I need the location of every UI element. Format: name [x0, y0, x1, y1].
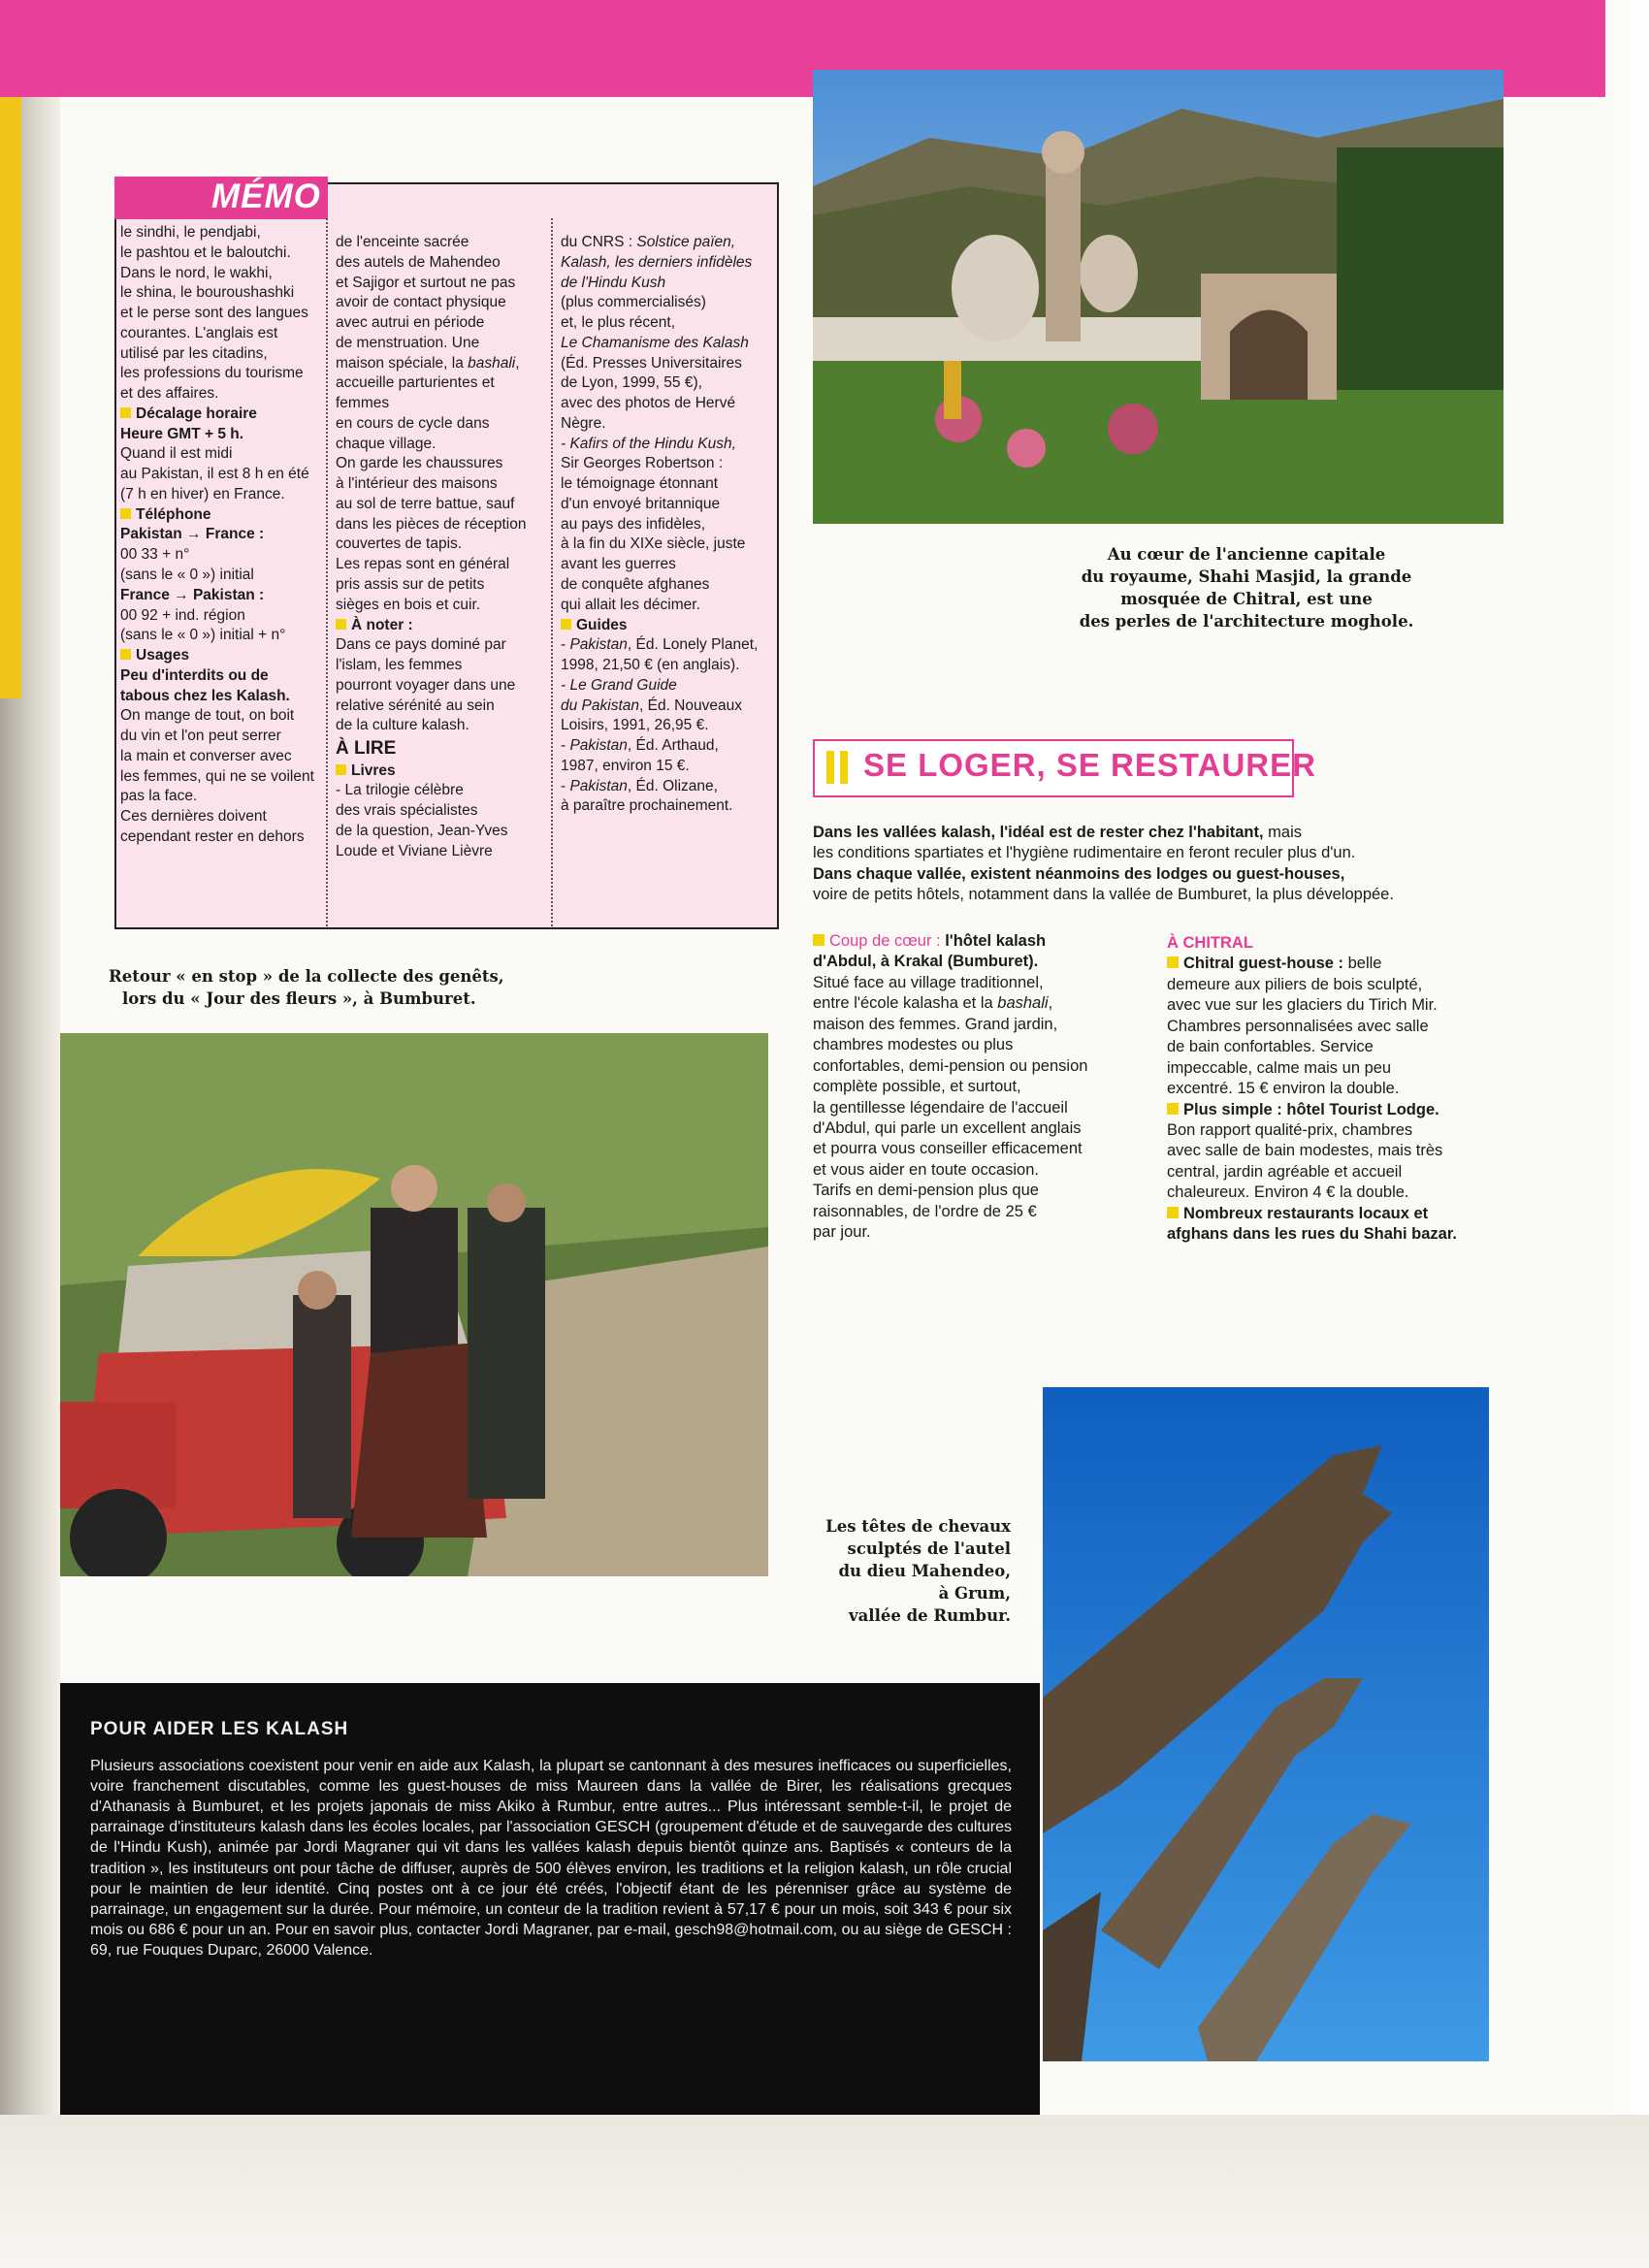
chitral-block — [1167, 933, 1516, 1246]
text-line: avoir de contact physique — [336, 294, 506, 311]
horses-caption — [757, 1515, 1011, 1627]
subheading-line: Pakistan → France : — [120, 526, 265, 543]
yellow-square-icon — [120, 649, 131, 660]
mosque-caption — [1018, 543, 1474, 632]
subheading-line: tabous chez les Kalash. — [120, 687, 290, 704]
text-line: et Sajigor et surtout ne pas — [336, 274, 516, 291]
text-line: les femmes, qui ne se voilent — [120, 767, 314, 785]
text-line: (plus commercialisés) — [561, 294, 706, 311]
yellow-square-icon — [120, 407, 131, 418]
text-line: dans les pièces de réception — [336, 515, 527, 533]
text-run: - — [561, 636, 570, 654]
hotel-name: Chitral guest-house : — [1183, 955, 1344, 973]
a-lire-heading: À LIRE — [336, 738, 397, 760]
text-line — [561, 233, 776, 253]
text-line: chaleureux. Environ 4 € la double. — [1167, 1183, 1409, 1202]
text-line: la gentillesse légendaire de l'accueil — [813, 1098, 1068, 1117]
text-line: par jour. — [813, 1223, 871, 1242]
text-line: avant les guerres — [561, 556, 676, 573]
text-line: pris assis sur de petits — [336, 576, 485, 594]
text-line — [561, 334, 776, 354]
subheading — [336, 616, 549, 636]
text-line: à l'intérieur des maisons — [336, 475, 498, 493]
text-line: chambres modestes ou plus — [813, 1036, 1014, 1054]
text-line: qui allait les décimer. — [561, 596, 700, 613]
italic-term: bashali — [468, 354, 516, 372]
subheading-text: Livres — [351, 761, 396, 779]
text-line: Dans ce pays dominé par — [336, 636, 506, 654]
subheading-text: Guides — [576, 616, 628, 633]
subheading — [336, 761, 549, 782]
text-line — [561, 777, 776, 797]
text-line: confortables, demi-pension ou pension — [813, 1056, 1088, 1075]
text-line: des vrais spécialistes — [336, 802, 478, 820]
caption-line: mosquée de Chitral, est une — [1120, 590, 1373, 609]
chitral-heading: À CHITRAL — [1167, 934, 1253, 952]
italic-title: Pakistan — [569, 636, 628, 654]
italic-title: du Pakistan — [561, 697, 639, 714]
subheading-line: Peu d'interdits ou de — [120, 666, 269, 684]
text-run: du CNRS : — [561, 234, 637, 250]
section-intro — [813, 823, 1511, 906]
text-line: sièges en bois et cuir. — [336, 596, 481, 613]
caption-line: à Grum, — [938, 1584, 1011, 1604]
text-line — [561, 274, 776, 294]
text-line: du vin et l'on peut serrer — [120, 728, 281, 745]
text-line: de menstruation. Une — [336, 334, 480, 351]
text-line: excentré. 15 € environ la double. — [1167, 1080, 1400, 1098]
text-line — [561, 253, 776, 274]
text-line: au pays des infidèles, — [561, 515, 706, 533]
text-line: (Éd. Presses Universitaires — [561, 354, 742, 372]
caption-line: du royaume, Shahi Masjid, la grande — [1081, 567, 1412, 587]
mosque-illustration — [813, 70, 1504, 524]
text-line: Nègre. — [561, 414, 606, 432]
caption-line: des perles de l'architecture moghole. — [1079, 612, 1414, 632]
text-line: 00 92 + ind. région — [120, 606, 245, 624]
page-bottom-edge — [0, 2115, 1649, 2268]
text-line: au Pakistan, il est 8 h en été — [120, 466, 309, 483]
text-line: On mange de tout, on boit — [120, 707, 295, 725]
text-line: des autels de Mahendeo — [336, 253, 501, 271]
text-line: et pourra vous conseiller efficacement — [813, 1140, 1083, 1158]
text-line: de bain confortables. Service — [1167, 1038, 1374, 1056]
text-line — [561, 736, 776, 757]
text-line — [561, 697, 776, 717]
text-line: Situé face au village traditionnel, — [813, 973, 1044, 991]
text-line: accueille parturientes et — [336, 374, 495, 392]
hotel-name: l'hôtel kalash — [940, 932, 1047, 950]
restaurants-heading: Nombreux restaurants locaux et — [1183, 1204, 1429, 1222]
text-line: de la question, Jean-Yves — [336, 822, 508, 839]
caption-line: Au cœur de l'ancienne capitale — [1107, 545, 1386, 564]
column-divider — [551, 218, 553, 926]
text-line: de conquête afghanes — [561, 576, 710, 594]
text-line — [336, 354, 549, 374]
yellow-square-icon — [336, 619, 346, 630]
column-divider — [326, 218, 328, 926]
text-line: et des affaires. — [120, 385, 219, 403]
text-line: avec salle de bain modestes, mais très — [1167, 1142, 1443, 1160]
text-line: complète possible, et surtout, — [813, 1078, 1021, 1096]
caption-line: sculptés de l'autel — [847, 1539, 1011, 1559]
hotel-abdul-block — [813, 931, 1143, 1244]
italic-title: Pakistan — [569, 777, 628, 794]
subheading-line: Heure GMT + 5 h. — [120, 425, 244, 442]
text-line: avec autrui en période — [336, 314, 485, 332]
coup-de-coeur-label: Coup de cœur : — [829, 932, 941, 950]
yellow-square-icon — [813, 934, 824, 946]
text-line: chaque village. — [336, 435, 436, 452]
text-line: relative sérénité au sein — [336, 697, 495, 714]
text-run: , Éd. Olizane, — [627, 777, 718, 794]
section-title: SE LOGER, SE RESTAURER — [863, 747, 1316, 783]
jeep-photo — [60, 1033, 768, 1576]
text-line: Tarifs en demi-pension plus que — [813, 1182, 1039, 1200]
hotel-heading — [1167, 954, 1516, 974]
yellow-square-icon — [561, 619, 571, 630]
caption-line: Les têtes de chevaux — [825, 1517, 1011, 1536]
memo-column-1 — [120, 223, 324, 848]
horse-heads-photo — [1043, 1387, 1489, 2061]
text-line: le pashtou et le baloutchi. — [120, 243, 291, 261]
text-line: Quand il est midi — [120, 445, 233, 463]
yellow-square-icon — [120, 508, 131, 519]
text-line: Sir Georges Robertson : — [561, 455, 724, 472]
hotel-heading — [813, 931, 1143, 952]
text-line — [813, 993, 1143, 1014]
text-line: Loude et Viviane Lièvre — [336, 842, 493, 859]
subheading-text: À noter : — [351, 616, 413, 633]
intro-bold: Dans les vallées kalash, l'idéal est de rester chez l'habitant, — [813, 824, 1264, 841]
intro-line — [813, 823, 1511, 843]
text-line: de Lyon, 1999, 55 €), — [561, 374, 702, 392]
hotel-name: Plus simple : hôtel Tourist Lodge. — [1183, 1100, 1439, 1118]
jeep-caption — [109, 965, 545, 1010]
caption-line: lors du « Jour des fleurs », à Bumburet. — [122, 989, 476, 1009]
intro-line — [813, 864, 1511, 885]
text-line: l'islam, les femmes — [336, 657, 463, 674]
text-line: la main et converser avec — [120, 747, 292, 764]
horse-heads-illustration — [1043, 1387, 1489, 2061]
caption-line: vallée de Rumbur. — [849, 1606, 1011, 1626]
memo-column-3 — [561, 233, 776, 817]
text-line: Bon rapport qualité-prix, chambres — [1167, 1120, 1413, 1139]
text-line: 00 33 + n° — [120, 546, 190, 564]
hotel-name-line: d'Abdul, à Krakal (Bumburet). — [813, 953, 1039, 971]
text-line: de la culture kalash. — [336, 717, 469, 734]
text-run: belle — [1343, 955, 1382, 973]
yellow-square-icon — [1167, 956, 1179, 968]
subheading-text: Usages — [136, 647, 190, 664]
text-line: Chambres personnalisées avec salle — [1167, 1017, 1429, 1035]
text-run: - — [561, 737, 570, 755]
text-run: , Éd. Lonely Planet, — [627, 636, 759, 654]
text-line: et, le plus récent, — [561, 314, 676, 332]
memo-title: MÉMO — [211, 178, 321, 215]
intro-bold: Dans chaque vallée, existent néanmoins des lodges ou guest-houses, — [813, 864, 1345, 883]
text-line: impeccable, calme mais un peu — [1167, 1058, 1392, 1077]
text-run: maison spéciale, la — [336, 354, 469, 372]
double-bar-icon — [826, 751, 848, 784]
text-line: à la fin du XIXe siècle, juste — [561, 535, 746, 553]
italic-title: Kalash, les derniers infidèles — [561, 253, 753, 271]
caption-line: du dieu Mahendeo, — [838, 1562, 1011, 1581]
text-line: pas la face. — [120, 788, 198, 805]
adjacent-page-strip — [0, 97, 21, 698]
text-line — [561, 435, 776, 455]
text-line: courantes. L'anglais est — [120, 324, 278, 341]
text-line: cependant rester en dehors — [120, 827, 305, 845]
text-line: Ces dernières doivent — [120, 808, 267, 826]
restaurants-line: afghans dans les rues du Shahi bazar. — [1167, 1225, 1457, 1244]
text-run: , — [515, 354, 520, 372]
text-run: , — [1048, 994, 1053, 1013]
caption-line: Retour « en stop » de la collecte des genêts, — [109, 967, 504, 986]
text-line: utilisé par les citadins, — [120, 344, 268, 362]
text-line: demeure aux piliers de bois sculpté, — [1167, 975, 1423, 993]
mosque-photo — [813, 70, 1504, 524]
text-line: raisonnables, de l'ordre de 25 € — [813, 1202, 1037, 1220]
text-line: (sans le « 0 ») initial — [120, 567, 254, 584]
page-edge — [1605, 0, 1649, 2268]
hotel-heading — [1167, 1100, 1516, 1120]
aid-body-text: Plusieurs associations coexistent pour venir en aide aux Kalash, la plupart se cantonnant à des mesures inefficaces ou superficielles, voire franchement discutables, comme les guest-houses de miss Maureen dans la vallée de Birer, les réalisations grecques d'Athanasis à Bumburet, et les projets japonais de miss Akiko à Rumbur, entre autres... Plus intéressant semble-t-il, le projet de parrainage d'instituteurs kalash dans les écoles locales, par l'association GESCH (groupement d'étude et de sauvegarde des cultures de l'Hindu Kush), animée par Jordi Magraner qui vit dans les vallées kalash depuis bientôt quinze ans. Baptisés « conteurs de la tradition », les instituteurs ont pour tâche de diffuser, auprès de 500 élèves environ, les traditions et la religion kalash, un rôle crucial pour le maintien de leur identité. Cinq postes ont à ce jour été créés, l'objectif étant de les pérenniser grâce au système de parrainage, un engagement sur la durée. Pour mémoire, un conteur de la tradition revient à 57,17 € pour un mois, soit 343 € pour six mois ou 686 € pour un an. Pour en savoir plus, contacter Jordi Magraner, par e-mail, gesch98@hotmail.com, ou au siège de GESCH : 69, rue Fouques Duparc, 26000 Valence. — [90, 1758, 1012, 1959]
italic-title: Solstice païen, — [636, 234, 736, 250]
text-line: On garde les chaussures — [336, 455, 503, 472]
text-run: , Éd. Nouveaux — [639, 697, 742, 714]
italic-term: bashali — [997, 994, 1049, 1013]
text-run: , Éd. Arthaud, — [627, 737, 719, 755]
text-line — [561, 635, 776, 656]
text-line: de l'enceinte sacrée — [336, 234, 469, 250]
subheading-text: Décalage horaire — [136, 405, 257, 422]
text-line: d'un envoyé britannique — [561, 495, 721, 512]
memo-column-2 — [336, 233, 549, 861]
text-line: avec des photos de Hervé — [561, 395, 736, 412]
italic-title: de l'Hindu Kush — [561, 274, 666, 291]
text-line: Loisirs, 1991, 26,95 €. — [561, 717, 709, 734]
text-line: le shina, le bouroushashki — [120, 284, 295, 302]
jeep-illustration — [60, 1033, 768, 1576]
text-run: - — [561, 777, 570, 794]
text-line: et le perse sont des langues — [120, 305, 308, 322]
subheading — [120, 405, 324, 425]
text-line: d'Abdul, qui parle un excellent anglais — [813, 1118, 1082, 1137]
text-line: pourront voyager dans une — [336, 676, 516, 694]
italic-title: - Le Grand Guide — [561, 676, 677, 694]
text-line: les professions du tourisme — [120, 365, 304, 382]
subheading — [561, 616, 776, 636]
text-line: 1987, environ 15 €. — [561, 757, 690, 774]
subheading-line: France → Pakistan : — [120, 586, 265, 603]
text-line: maison des femmes. Grand jardin, — [813, 1015, 1058, 1033]
text-line: 1998, 21,50 € (en anglais). — [561, 657, 740, 674]
yellow-square-icon — [1167, 1103, 1179, 1115]
text-line — [561, 676, 776, 697]
text-line: femmes — [336, 395, 390, 412]
subheading — [120, 646, 324, 666]
text-line: Dans le nord, le wakhi, — [120, 264, 273, 281]
subheading-text: Téléphone — [136, 505, 211, 523]
text-run: entre l'école kalasha et la — [813, 994, 998, 1013]
hotel-heading — [1167, 1204, 1516, 1224]
text-line: en cours de cycle dans — [336, 414, 490, 432]
yellow-square-icon — [1167, 1207, 1179, 1218]
yellow-square-icon — [336, 764, 346, 775]
text-line: central, jardin agréable et accueil — [1167, 1162, 1403, 1181]
text-line: avec vue sur les glaciers du Tirich Mir. — [1167, 996, 1438, 1015]
text-line: le témoignage étonnant — [561, 475, 719, 493]
italic-title: Le Chamanisme des Kalash — [561, 334, 749, 351]
intro-line: voire de petits hôtels, notamment dans la vallée de Bumburet, la plus développée. — [813, 886, 1394, 904]
text-line: (sans le « 0 ») initial + n° — [120, 627, 286, 644]
text-line: Les repas sont en général — [336, 556, 510, 573]
text-line: et vous aider en toute occasion. — [813, 1160, 1039, 1179]
aid-title: POUR AIDER LES KALASH — [90, 1719, 349, 1739]
text-line: couvertes de tapis. — [336, 535, 463, 553]
intro-line: les conditions spartiates et l'hygiène rudimentaire en feront reculer plus d'un. — [813, 844, 1356, 862]
intro-text: mais — [1263, 824, 1302, 841]
text-line: à paraître prochainement. — [561, 797, 733, 815]
text-line: le sindhi, le pendjabi, — [120, 224, 261, 241]
italic-title: Pakistan — [569, 737, 628, 755]
text-line: (7 h en hiver) en France. — [120, 485, 285, 502]
text-line: au sol de terre battue, sauf — [336, 495, 515, 512]
italic-title: - Kafirs of the Hindu Kush, — [561, 435, 736, 452]
subheading — [120, 505, 324, 526]
text-line: - La trilogie célèbre — [336, 782, 464, 799]
